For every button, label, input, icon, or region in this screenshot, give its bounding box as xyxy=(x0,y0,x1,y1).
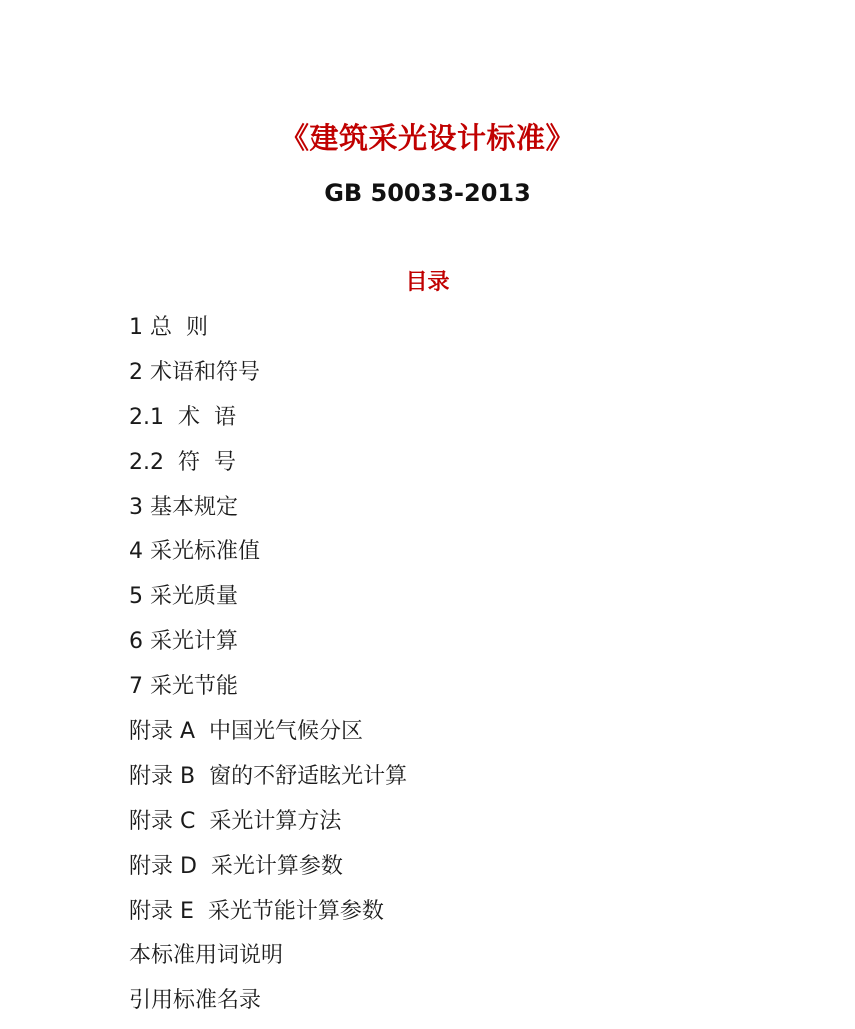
toc-item-general[interactable]: 1 总 则 xyxy=(129,315,208,340)
toc-item-appendix-d[interactable]: 附录 D 采光计算参数 xyxy=(129,853,343,879)
toc-item-daylighting-calculation[interactable]: 6 采光计算 xyxy=(129,629,238,655)
toc-item-daylighting-criteria[interactable]: 4 采光标准值 xyxy=(129,539,260,565)
toc-item-wording-explanation[interactable]: 本标准用词说明 xyxy=(129,943,284,969)
toc-item-symbols[interactable]: 2.2 符 号 xyxy=(129,449,236,475)
toc-heading: 目录 xyxy=(405,270,450,295)
toc-item-appendix-c[interactable]: 附录 C 采光计算方法 xyxy=(129,808,342,834)
toc-item-terms[interactable]: 2.1 术 语 xyxy=(129,404,236,430)
document-title: 《建筑采光设计标准》 xyxy=(279,121,575,155)
table-of-contents xyxy=(129,311,407,1029)
standard-code: GB 50033-2013 xyxy=(324,179,531,207)
toc-item-terms-and-symbols[interactable]: 2 术语和符号 xyxy=(129,359,260,385)
toc-item-normative-references[interactable]: 引用标准名录 xyxy=(129,988,262,1014)
toc-item-appendix-e[interactable]: 附录 E 采光节能计算参数 xyxy=(129,898,384,924)
toc-item-basic-requirements[interactable]: 3 基本规定 xyxy=(129,494,238,520)
toc-item-daylighting-energy-saving[interactable]: 7 采光节能 xyxy=(129,674,238,700)
toc-item-daylighting-quality[interactable]: 5 采光质量 xyxy=(129,584,238,610)
toc-item-appendix-a[interactable]: 附录 A 中国光气候分区 xyxy=(129,719,364,745)
toc-item-appendix-b[interactable]: 附录 B 窗的不舒适眩光计算 xyxy=(129,763,408,789)
